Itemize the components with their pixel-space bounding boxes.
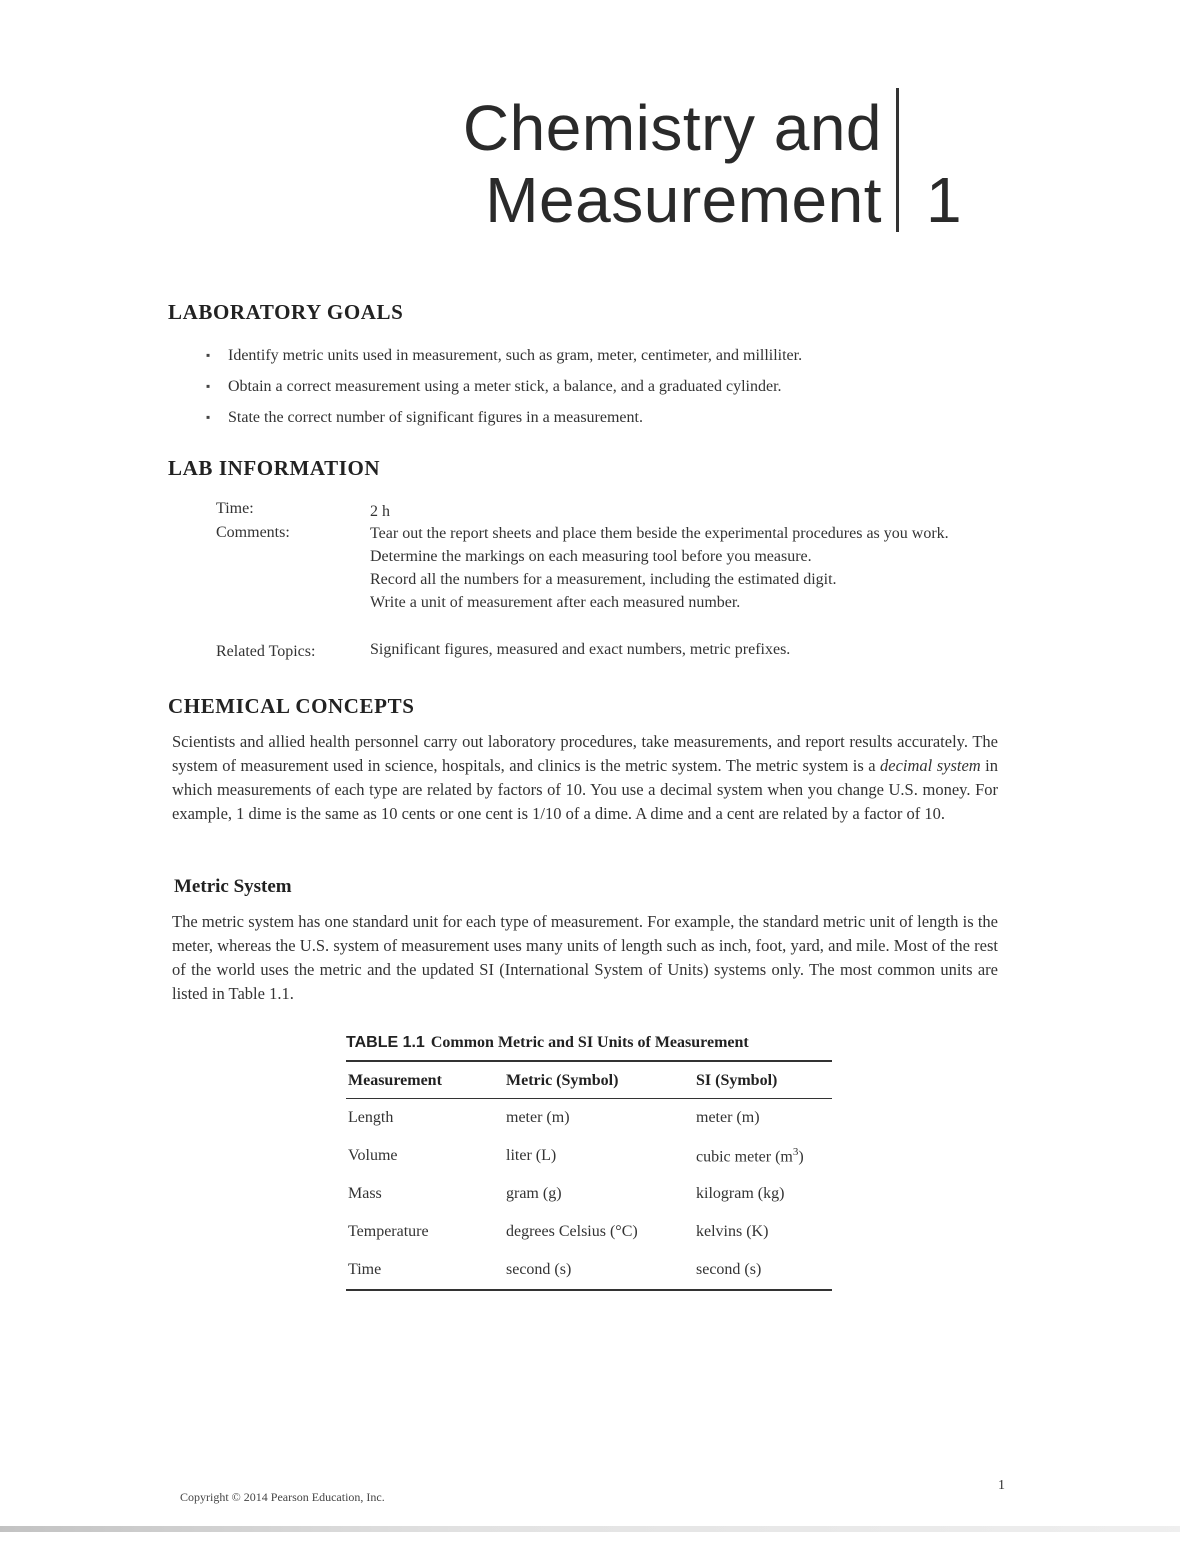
goal-item: ▪ Obtain a correct measurement using a meter stick, a balance, and a graduated cylinder.: [206, 371, 1006, 402]
cubic-meter-text: cubic meter (m: [696, 1148, 793, 1166]
related-topics-label: Related Topics:: [216, 643, 316, 660]
comments-list: [370, 522, 1000, 614]
laboratory-goals-heading: LABORATORY GOALS: [168, 300, 404, 324]
chemical-concepts-paragraph: [172, 730, 998, 826]
chemical-concepts-heading: CHEMICAL CONCEPTS: [168, 694, 415, 718]
comment-item: Record all the numbers for a measurement, including the estimated digit.: [370, 571, 837, 588]
cubic-exponent: 3: [792, 1146, 799, 1158]
table-cell: Length: [348, 1109, 394, 1126]
comment-item: Write a unit of measurement after each measured number.: [370, 594, 741, 611]
table-cell: liter (L): [506, 1147, 557, 1165]
table-cell: kilogram (kg): [696, 1185, 785, 1203]
units-table: [346, 1060, 832, 1291]
scan-edge-shadow: [0, 1526, 1180, 1532]
comments-label: Comments:: [216, 524, 290, 541]
table-header-row: [346, 1061, 832, 1099]
chapter-divider: [896, 88, 899, 232]
chapter-title-line-1: Chemistry and: [462, 92, 882, 164]
table-cell: second (s): [506, 1261, 572, 1279]
table-cell: meter (m): [506, 1109, 570, 1126]
goals-list: [206, 340, 1006, 433]
chapter-number: 1: [926, 164, 962, 236]
table-row: [346, 1099, 832, 1138]
table-cell: [694, 1137, 832, 1175]
page-number: 1: [998, 1478, 1005, 1493]
concepts-text-a: Scientists and allied health personnel carry out laboratory procedures, take measurements, and report results accurately. The system of measurement used in science, hospitals, and clinics is the metric system. The metric system is a: [172, 732, 998, 775]
table-cell: Mass: [348, 1185, 382, 1203]
metric-system-heading: Metric System: [174, 876, 292, 897]
table-cell: Time: [348, 1261, 382, 1279]
table-header-cell: SI (Symbol): [694, 1061, 832, 1099]
table-label: TABLE 1.1: [346, 1034, 425, 1051]
table-row: [346, 1137, 832, 1175]
chapter-title-line-2: Measurement: [485, 164, 882, 236]
comment-item: Determine the markings on each measuring tool before you measure.: [370, 548, 812, 565]
table-cell: Temperature: [348, 1223, 429, 1241]
cubic-close-paren: ): [798, 1148, 804, 1166]
table-cell: gram (g): [506, 1185, 562, 1203]
chapter-title: [462, 92, 882, 236]
table-header-cell: Measurement: [346, 1061, 504, 1099]
table-row: [346, 1175, 832, 1213]
time-value: 2 h: [370, 503, 390, 520]
metric-system-paragraph: The metric system has one standard unit for each type of measurement. For example, the standard metric unit of length is the meter, whereas the U.S. system of measurement uses many units of length such as inch, foot, yard, and mile. Most of the rest of the world uses the metric and the updated SI (International System of Units) systems only. The most common units are listed in Table 1.1.: [172, 912, 998, 1003]
table-row: [346, 1213, 832, 1251]
table-cell: meter (m): [696, 1109, 760, 1126]
comment-item: Tear out the report sheets and place them beside the experimental procedures as you work.: [370, 525, 949, 542]
time-label: Time:: [216, 500, 254, 517]
table-caption: [346, 1034, 830, 1052]
table-cell: second (s): [696, 1261, 762, 1279]
related-topics-value: Significant figures, measured and exact numbers, metric prefixes.: [370, 641, 791, 658]
table-row: [346, 1251, 832, 1290]
goal-item: ▪ Identify metric units used in measurement, such as gram, meter, centimeter, and milliliter.: [206, 340, 1006, 371]
table-cell: degrees Celsius (°C): [506, 1223, 638, 1241]
table-cell: Volume: [348, 1147, 398, 1165]
decimal-system-term: decimal system: [880, 756, 981, 775]
table-title: Common Metric and SI Units of Measurement: [430, 1034, 749, 1051]
copyright-notice: Copyright © 2014 Pearson Education, Inc.: [180, 1490, 385, 1504]
table-cell: kelvins (K): [696, 1223, 769, 1241]
goal-item: ▪ State the correct number of significant figures in a measurement.: [206, 402, 1006, 433]
lab-information-heading: LAB INFORMATION: [168, 456, 381, 480]
table-header-cell: Metric (Symbol): [504, 1061, 694, 1099]
concepts-text-b: in which measurements of each type are related by factors of 10. You use a decimal system when you change U.S. money. For example, 1 dime is the same as 10 cents or one cent is 1/10 of a dime. A dime and a cent are related by a factor of 10.: [172, 756, 998, 823]
